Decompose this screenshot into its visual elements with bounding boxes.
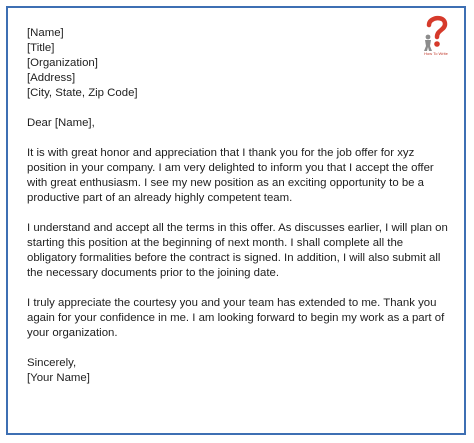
closing: Sincerely, — [27, 357, 77, 369]
recipient-name: [Name] — [27, 27, 64, 39]
paragraph-3 — [27, 296, 447, 341]
recipient-organization: [Organization] — [27, 57, 98, 69]
recipient-city: [City, State, Zip Code] — [27, 87, 138, 99]
paragraph-line: I truly appreciate the courtesy you and your team has extended to me. Thank you — [27, 297, 437, 309]
paragraph-2 — [27, 221, 447, 281]
recipient-address: [Address] — [27, 72, 76, 84]
paragraph-line: with great enthusiasm. I see my new position as an exciting opportunity to be a — [27, 177, 424, 189]
paragraph-line: the necessary documents prior to the joining date. — [27, 267, 280, 279]
paragraph-1 — [27, 146, 447, 206]
logo-caption: How To Write — [424, 51, 448, 56]
signature: [Your Name] — [27, 372, 90, 384]
paragraph-line: obligatory formalities before the contract is signed. In addition, I will also submit all — [27, 252, 441, 264]
recipient-title: [Title] — [27, 42, 55, 54]
paragraph-line: your organization. — [27, 327, 118, 339]
letter-body — [27, 26, 447, 386]
paragraph-line: position in your company. I am very delighted to inform you that I accept the offer — [27, 162, 434, 174]
paragraph-line: again for your confidence in me. I am looking forward to begin my work as a part of — [27, 312, 445, 324]
salutation: Dear [Name], — [27, 117, 95, 129]
paragraph-line: It is with great honor and appreciation that I thank you for the job offer for xyz — [27, 147, 415, 159]
paragraph-line: I understand and accept all the terms in this offer. As discusses earlier, I will plan on — [27, 222, 448, 234]
paragraph-line: productive part of an already highly competent team. — [27, 192, 293, 204]
paragraph-line: starting this position at the beginning of next month. I shall complete all the — [27, 237, 404, 249]
